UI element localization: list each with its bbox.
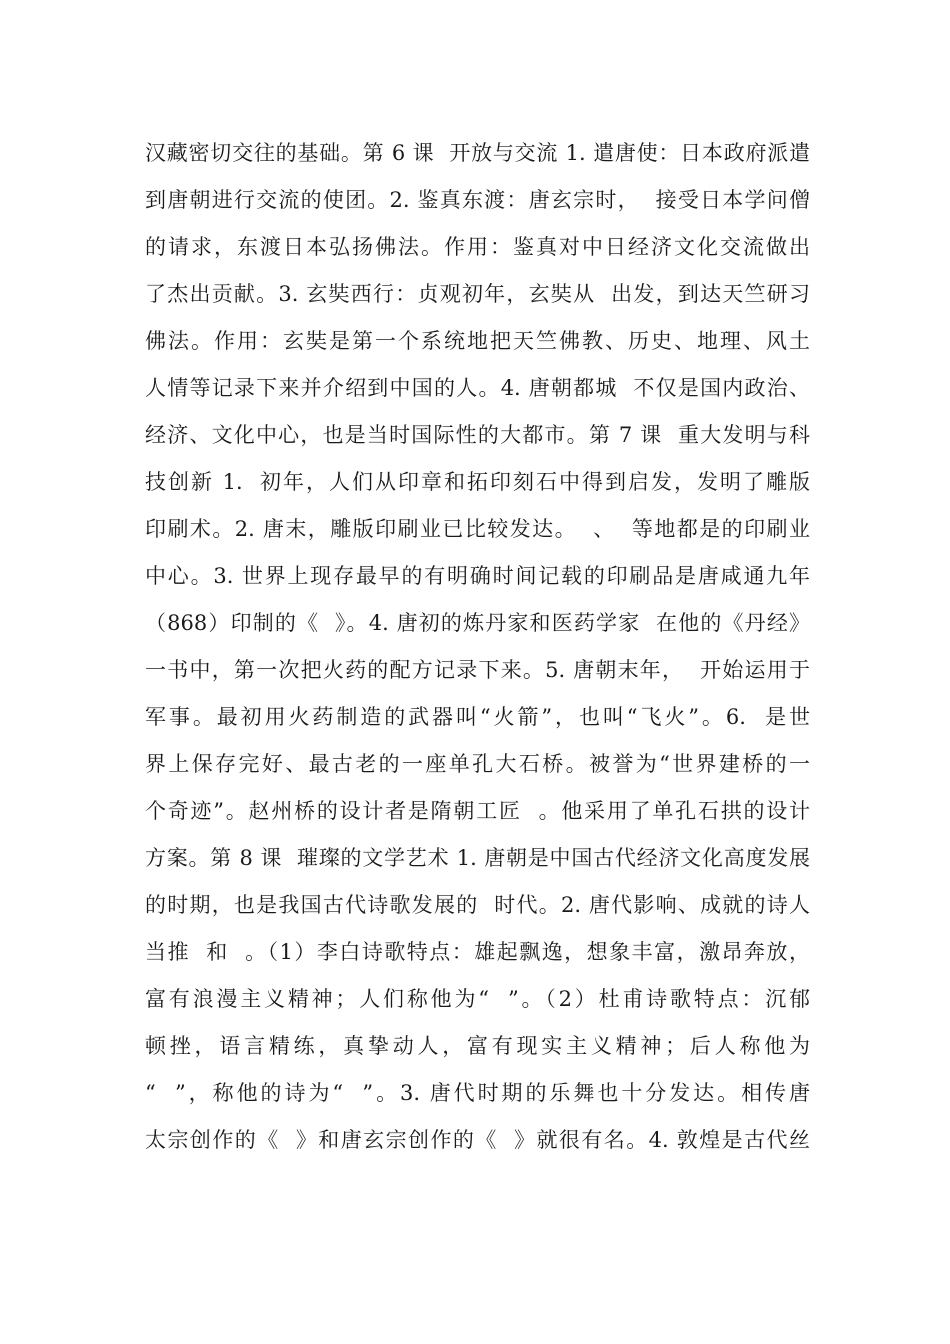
text-line: 太宗创作的《 》和唐玄宗创作的《 》就很有名。4. 敦煌是古代丝 bbox=[145, 1128, 810, 1152]
body-text bbox=[145, 130, 810, 1164]
text-line: 经济、文化中心，也是当时国际性的大都市。第 7 课 重大发明与科 bbox=[145, 423, 810, 447]
text-line: 的时期，也是我国古代诗歌发展的 时代。2. 唐代影响、成就的诗人 bbox=[145, 893, 810, 917]
text-line: 军事。最初用火药制造的武器叫“火箭”，也叫“飞火”。6. 是世 bbox=[145, 705, 810, 729]
text-line: 方案。第 8 课 璀璨的文学艺术 1. 唐朝是中国古代经济文化高度发展 bbox=[145, 846, 810, 870]
text-line: 了杰出贡献。3. 玄奘西行：贞观初年，玄奘从 出发，到达天竺研习 bbox=[145, 282, 810, 306]
text-line: 当推 和 。（1）李白诗歌特点：雄起飘逸，想象丰富，激昂奔放， bbox=[145, 940, 810, 964]
text-line: 技创新 1. 初年，人们从印章和拓印刻石中得到启发，发明了雕版 bbox=[145, 470, 810, 494]
text-line: 汉藏密切交往的基础。第 6 课 开放与交流 1. 遣唐使：日本政府派遣 bbox=[145, 141, 810, 165]
text-line: 个奇迹”。赵州桥的设计者是隋朝工匠 。他采用了单孔石拱的设计 bbox=[145, 799, 810, 823]
text-line: “ ”，称他的诗为“ ”。3. 唐代时期的乐舞也十分发达。相传唐 bbox=[145, 1081, 810, 1105]
text-line: 界上保存完好、最古老的一座单孔大石桥。被誉为“世界建桥的一 bbox=[145, 752, 810, 776]
text-line: 一书中，第一次把火药的配方记录下来。5. 唐朝末年， 开始运用于 bbox=[145, 658, 810, 682]
text-line: 富有浪漫主义精神；人们称他为“ ”。（2）杜甫诗歌特点：沉郁 bbox=[145, 987, 810, 1011]
text-line: 的请求，东渡日本弘扬佛法。作用：鉴真对中日经济文化交流做出 bbox=[145, 235, 810, 259]
text-line: 顿挫，语言精练，真挚动人，富有现实主义精神；后人称他为 bbox=[145, 1034, 810, 1058]
text-line: 人情等记录下来并介绍到中国的人。4. 唐朝都城 不仅是国内政治、 bbox=[145, 376, 810, 400]
text-line: 印刷术。2. 唐末，雕版印刷业已比较发达。 、 等地都是的印刷业 bbox=[145, 517, 810, 541]
text-line: 中心。3. 世界上现存最早的有明确时间记载的印刷品是唐咸通九年 bbox=[145, 564, 810, 588]
text-line: （868）印制的《 》。4. 唐初的炼丹家和医药学家 在他的《丹经》 bbox=[145, 611, 810, 635]
text-line: 佛法。作用：玄奘是第一个系统地把天竺佛教、历史、地理、风土 bbox=[145, 329, 810, 353]
text-line: 到唐朝进行交流的使团。2. 鉴真东渡：唐玄宗时， 接受日本学问僧 bbox=[145, 188, 810, 212]
